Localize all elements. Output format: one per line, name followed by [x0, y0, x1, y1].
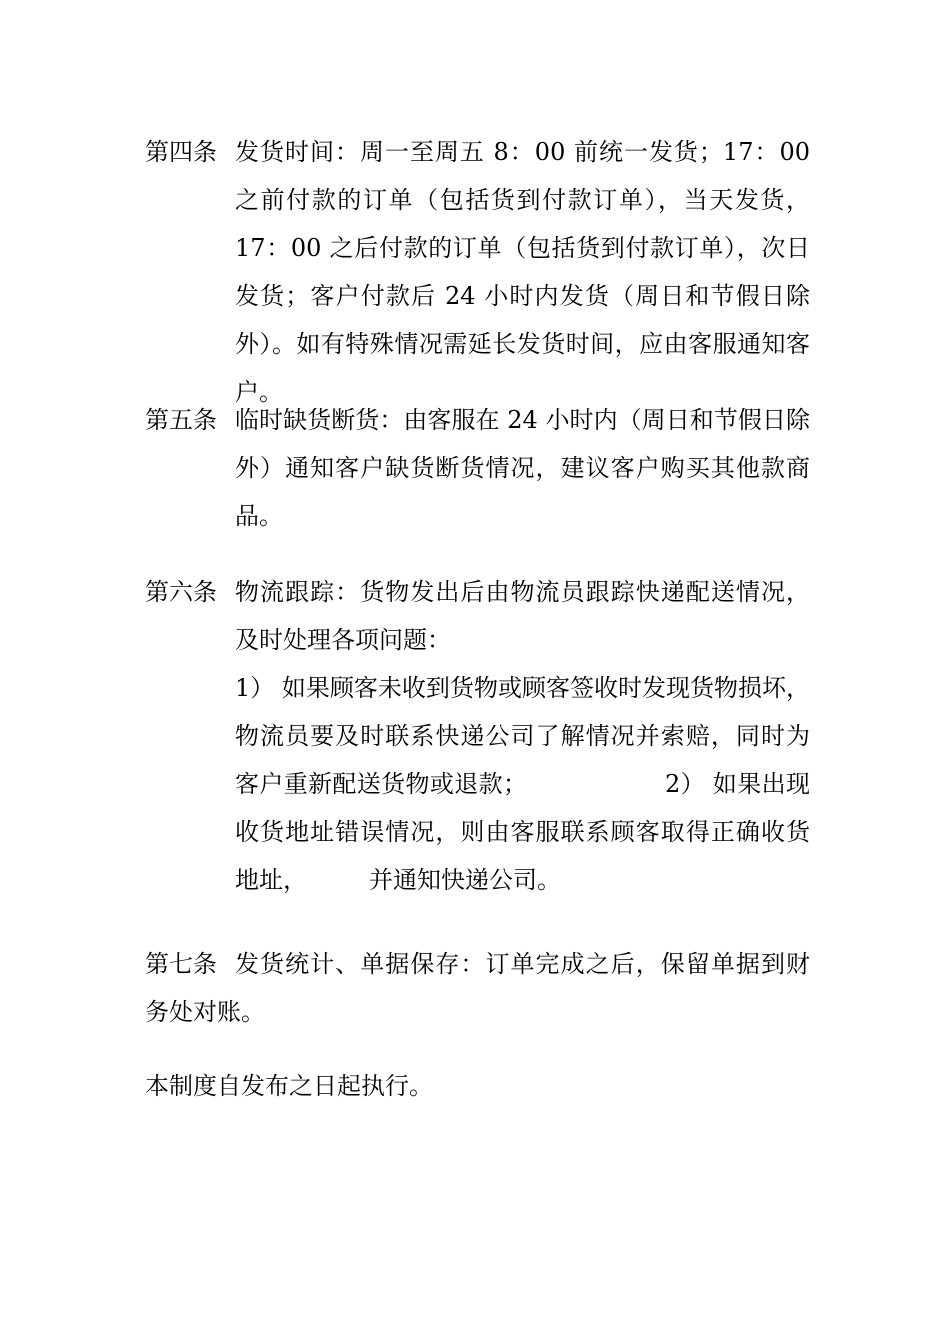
article-heading: 第七条 [145, 950, 217, 978]
article-4 [145, 128, 810, 416]
list-item: 2） 如果出现收货地址错误情况，则由客服联系顾客取得正确收货地址， [235, 770, 811, 894]
article-heading: 第六条 [145, 578, 217, 606]
article-body: 临时缺货断货：由客服在 24 小时内（周日和节假日除外）通知客户缺货断货情况，建议客户购买其他款商品。 [235, 406, 810, 530]
list-item: 1） 如果顾客未收到货物或顾客签收时发现货物损坏，物流员要及时联系快递公司了解情况并索赔，同时为客户重新配送货物或退款； [235, 674, 810, 798]
article-body: 发货统计、单据保存：订单完成之后，保留单据到财务处对账。 [145, 950, 810, 1026]
article-heading: 第五条 [145, 406, 217, 434]
article-body: 物流跟踪：货物发出后由物流员跟踪快递配送情况，及时处理各项问题： [235, 578, 810, 654]
article-heading: 第四条 [145, 138, 217, 166]
closing-statement: 本制度自发布之日起执行。 [145, 1072, 433, 1100]
article-body: 发货时间：周一至周五 8：00 前统一发货；17：00 之前付款的订单（包括货到付款订单），当天发货，17：00 之后付款的订单（包括货到付款订单），次日发货；客户付款后 24 小时内发货（周日和节假日除外）。如有特殊情况需延长发货时间，应由客服通知客户。 [235, 138, 810, 406]
list-item-group [235, 664, 810, 904]
article-6 [145, 568, 810, 904]
article-7 [145, 940, 810, 1036]
article-5 [145, 396, 810, 540]
list-item: 并通知快递公司。 [369, 866, 561, 894]
